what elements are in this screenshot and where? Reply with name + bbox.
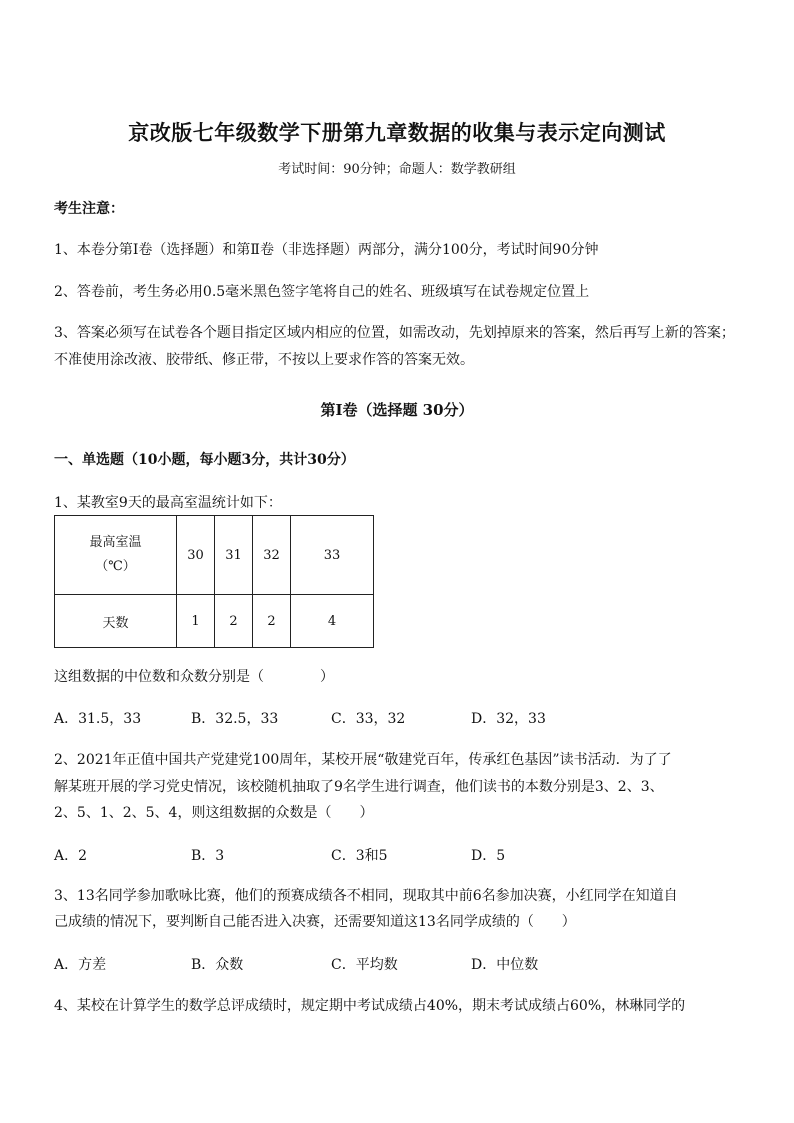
table-cell: 30	[177, 516, 215, 595]
section-title: 第Ⅰ卷（选择题 30分）	[320, 401, 474, 419]
question-2-line-1: 2、2021年正值中国共产党建党100周年，某校开展“敬建党百年，传承红色基因”读书活动．为了了	[54, 752, 672, 768]
question-2-line-3: 2、5、1、2、5、4，则这组数据的众数是（ ）	[54, 805, 374, 821]
option-a[interactable]: A．2	[54, 848, 88, 864]
option-b[interactable]: B．32.5，33	[191, 711, 279, 727]
notice-heading: 考生注意：	[54, 201, 124, 217]
table-cell: 31	[215, 516, 253, 595]
question-3-line-1: 3、13名同学参加歌咏比赛，他们的预赛成绩各不相同，现取其中前6名参加决赛，小红同学在知道自	[54, 888, 678, 904]
option-b[interactable]: B．3	[191, 848, 225, 864]
part-heading: 一、单选题（10小题，每小题3分，共计30分）	[54, 452, 355, 468]
option-b[interactable]: B．众数	[191, 957, 244, 973]
option-c[interactable]: C．平均数	[331, 957, 398, 973]
question-1-options	[54, 708, 744, 730]
temperature-table	[54, 515, 374, 648]
table-row	[55, 516, 374, 595]
table-cell: 2	[215, 595, 253, 648]
question-2-line-2: 解某班开展的学习党史情况，该校随机抽取了9名学生进行调查，他们读书的本数分别是3、2、3、	[54, 779, 664, 795]
question-3-options	[54, 954, 744, 976]
question-4-line-1: 4、某校在计算学生的数学总评成绩时，规定期中考试成绩占40%，期末考试成绩占60%，林琳同学的	[54, 998, 686, 1014]
table-label-temp: 最高室温	[89, 535, 142, 550]
option-d[interactable]: D．中位数	[471, 957, 539, 973]
option-a[interactable]: A．方差	[54, 957, 107, 973]
table-label-unit: （℃）	[95, 559, 136, 574]
table-header-cell	[55, 516, 177, 595]
option-d[interactable]: D．5	[471, 848, 506, 864]
table-cell: 2	[253, 595, 291, 648]
table-cell: 33	[291, 516, 374, 595]
table-label-days: 天数	[55, 595, 177, 648]
question-1-prompt: 这组数据的中位数和众数分别是（ ）	[54, 669, 334, 685]
option-a[interactable]: A．31.5，33	[54, 711, 142, 727]
exam-title: 京改版七年级数学下册第九章数据的收集与表示定向测试	[128, 120, 666, 145]
question-1-stem: 1、某教室9天的最高室温统计如下：	[54, 495, 282, 511]
table-cell: 32	[253, 516, 291, 595]
option-c[interactable]: C．3和5	[331, 848, 388, 864]
exam-subtitle: 考试时间：90分钟；命题人：数学教研组	[278, 162, 516, 177]
notice-item-1: 1、本卷分第Ⅰ卷（选择题）和第Ⅱ卷（非选择题）两部分，满分100分，考试时间90分钟	[54, 242, 599, 258]
option-c[interactable]: C．33，32	[331, 711, 406, 727]
table-row	[55, 595, 374, 648]
option-d[interactable]: D．32，33	[471, 711, 546, 727]
notice-item-2: 2、答卷前，考生务必用0.5毫米黑色签字笔将自己的姓名、班级填写在试卷规定位置上	[54, 284, 590, 300]
notice-item-3: 3、答案必须写在试卷各个题目指定区域内相应的位置，如需改动，先划掉原来的答案，然后再写上新的答案；不准使用涂改液、胶带纸、修正带，不按以上要求作答的答案无效。	[54, 325, 735, 368]
table-cell: 1	[177, 595, 215, 648]
table-cell: 4	[291, 595, 374, 648]
question-3-line-2: 己成绩的情况下，要判断自己能否进入决赛，还需要知道这13名同学成绩的（ ）	[54, 914, 576, 930]
question-2-options	[54, 845, 744, 867]
